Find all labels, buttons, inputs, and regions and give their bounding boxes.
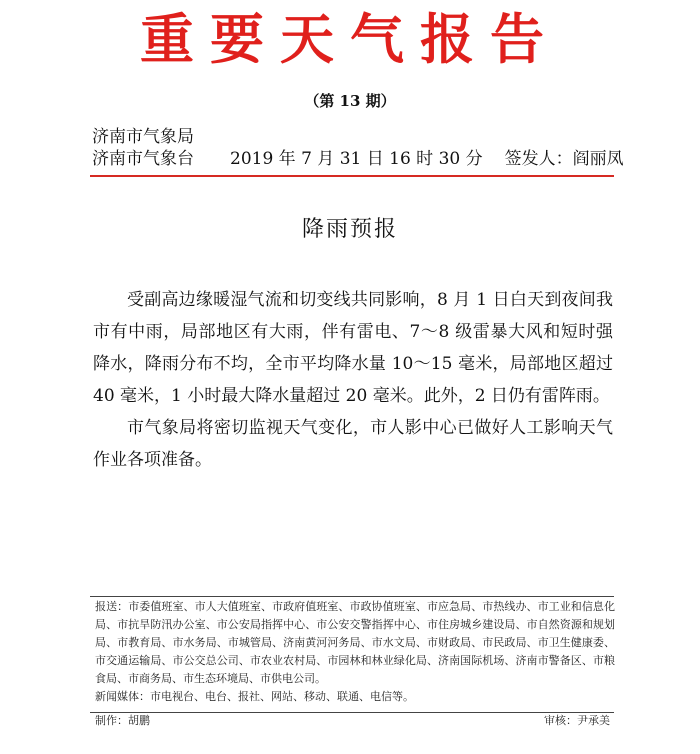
header-divider (90, 175, 614, 177)
distribution-list (95, 598, 615, 706)
issue-number: （第 13 期） (304, 92, 396, 110)
signer: 签发人：阎丽凤 (504, 149, 624, 169)
issue-datetime: 2019 年 7 月 31 日 16 时 30 分 (230, 149, 483, 169)
reviewer: 审核：尹承美 (544, 714, 610, 727)
body-paragraph: 受副高边缘暖湿气流和切变线共同影响，8 月 1 日白天到夜间我市有中雨，局部地区有大雨，伴有雷电、7～8 级雷暴大风和短时强降水，降雨分布不均，全市平均降水量 10～15 毫米，局部地区超过 40 毫米，1 小时最大降水量超过 20 毫米。此外，2 日仍有雷阵雨。 (93, 290, 613, 406)
report-headline: 重要天气报告 (140, 7, 560, 71)
document-title: 降雨预报 (301, 217, 398, 242)
sender-bureau: 济南市气象局 (92, 127, 194, 147)
footer-divider (90, 712, 614, 713)
issue-meta (230, 148, 624, 170)
document-body (93, 284, 613, 476)
media-recipients: 新闻媒体：市电视台、电台、报社、网站、移动、联通、电信等。 (95, 690, 414, 703)
sender-observatory: 济南市气象台 (92, 149, 194, 169)
recipients: 报送：市委值班室、市人大值班室、市政府值班室、市政协值班室、市应急局、市热线办、市工业和信息化局、市抗旱防汛办公室、市公安局指挥中心、市公安交警指挥中心、市住房城乡建设局、市自然资源和规划局、市教育局、市水务局、市城管局、济南黄河河务局、市水文局、市财政局、市民政局、市卫生健康委、市交通运输局、市公交总公司、市农业农村局、市园林和林业绿化局、济南国际机场、济南市警备区、市粮食局、市商务局、市生态环境局、市供电公司。 (95, 600, 615, 685)
body-paragraph: 市气象局将密切监视天气变化，市人影中心已做好人工影响天气作业各项准备。 (93, 418, 613, 470)
maker: 制作：胡鹏 (95, 714, 150, 727)
distribution-divider (90, 596, 614, 597)
